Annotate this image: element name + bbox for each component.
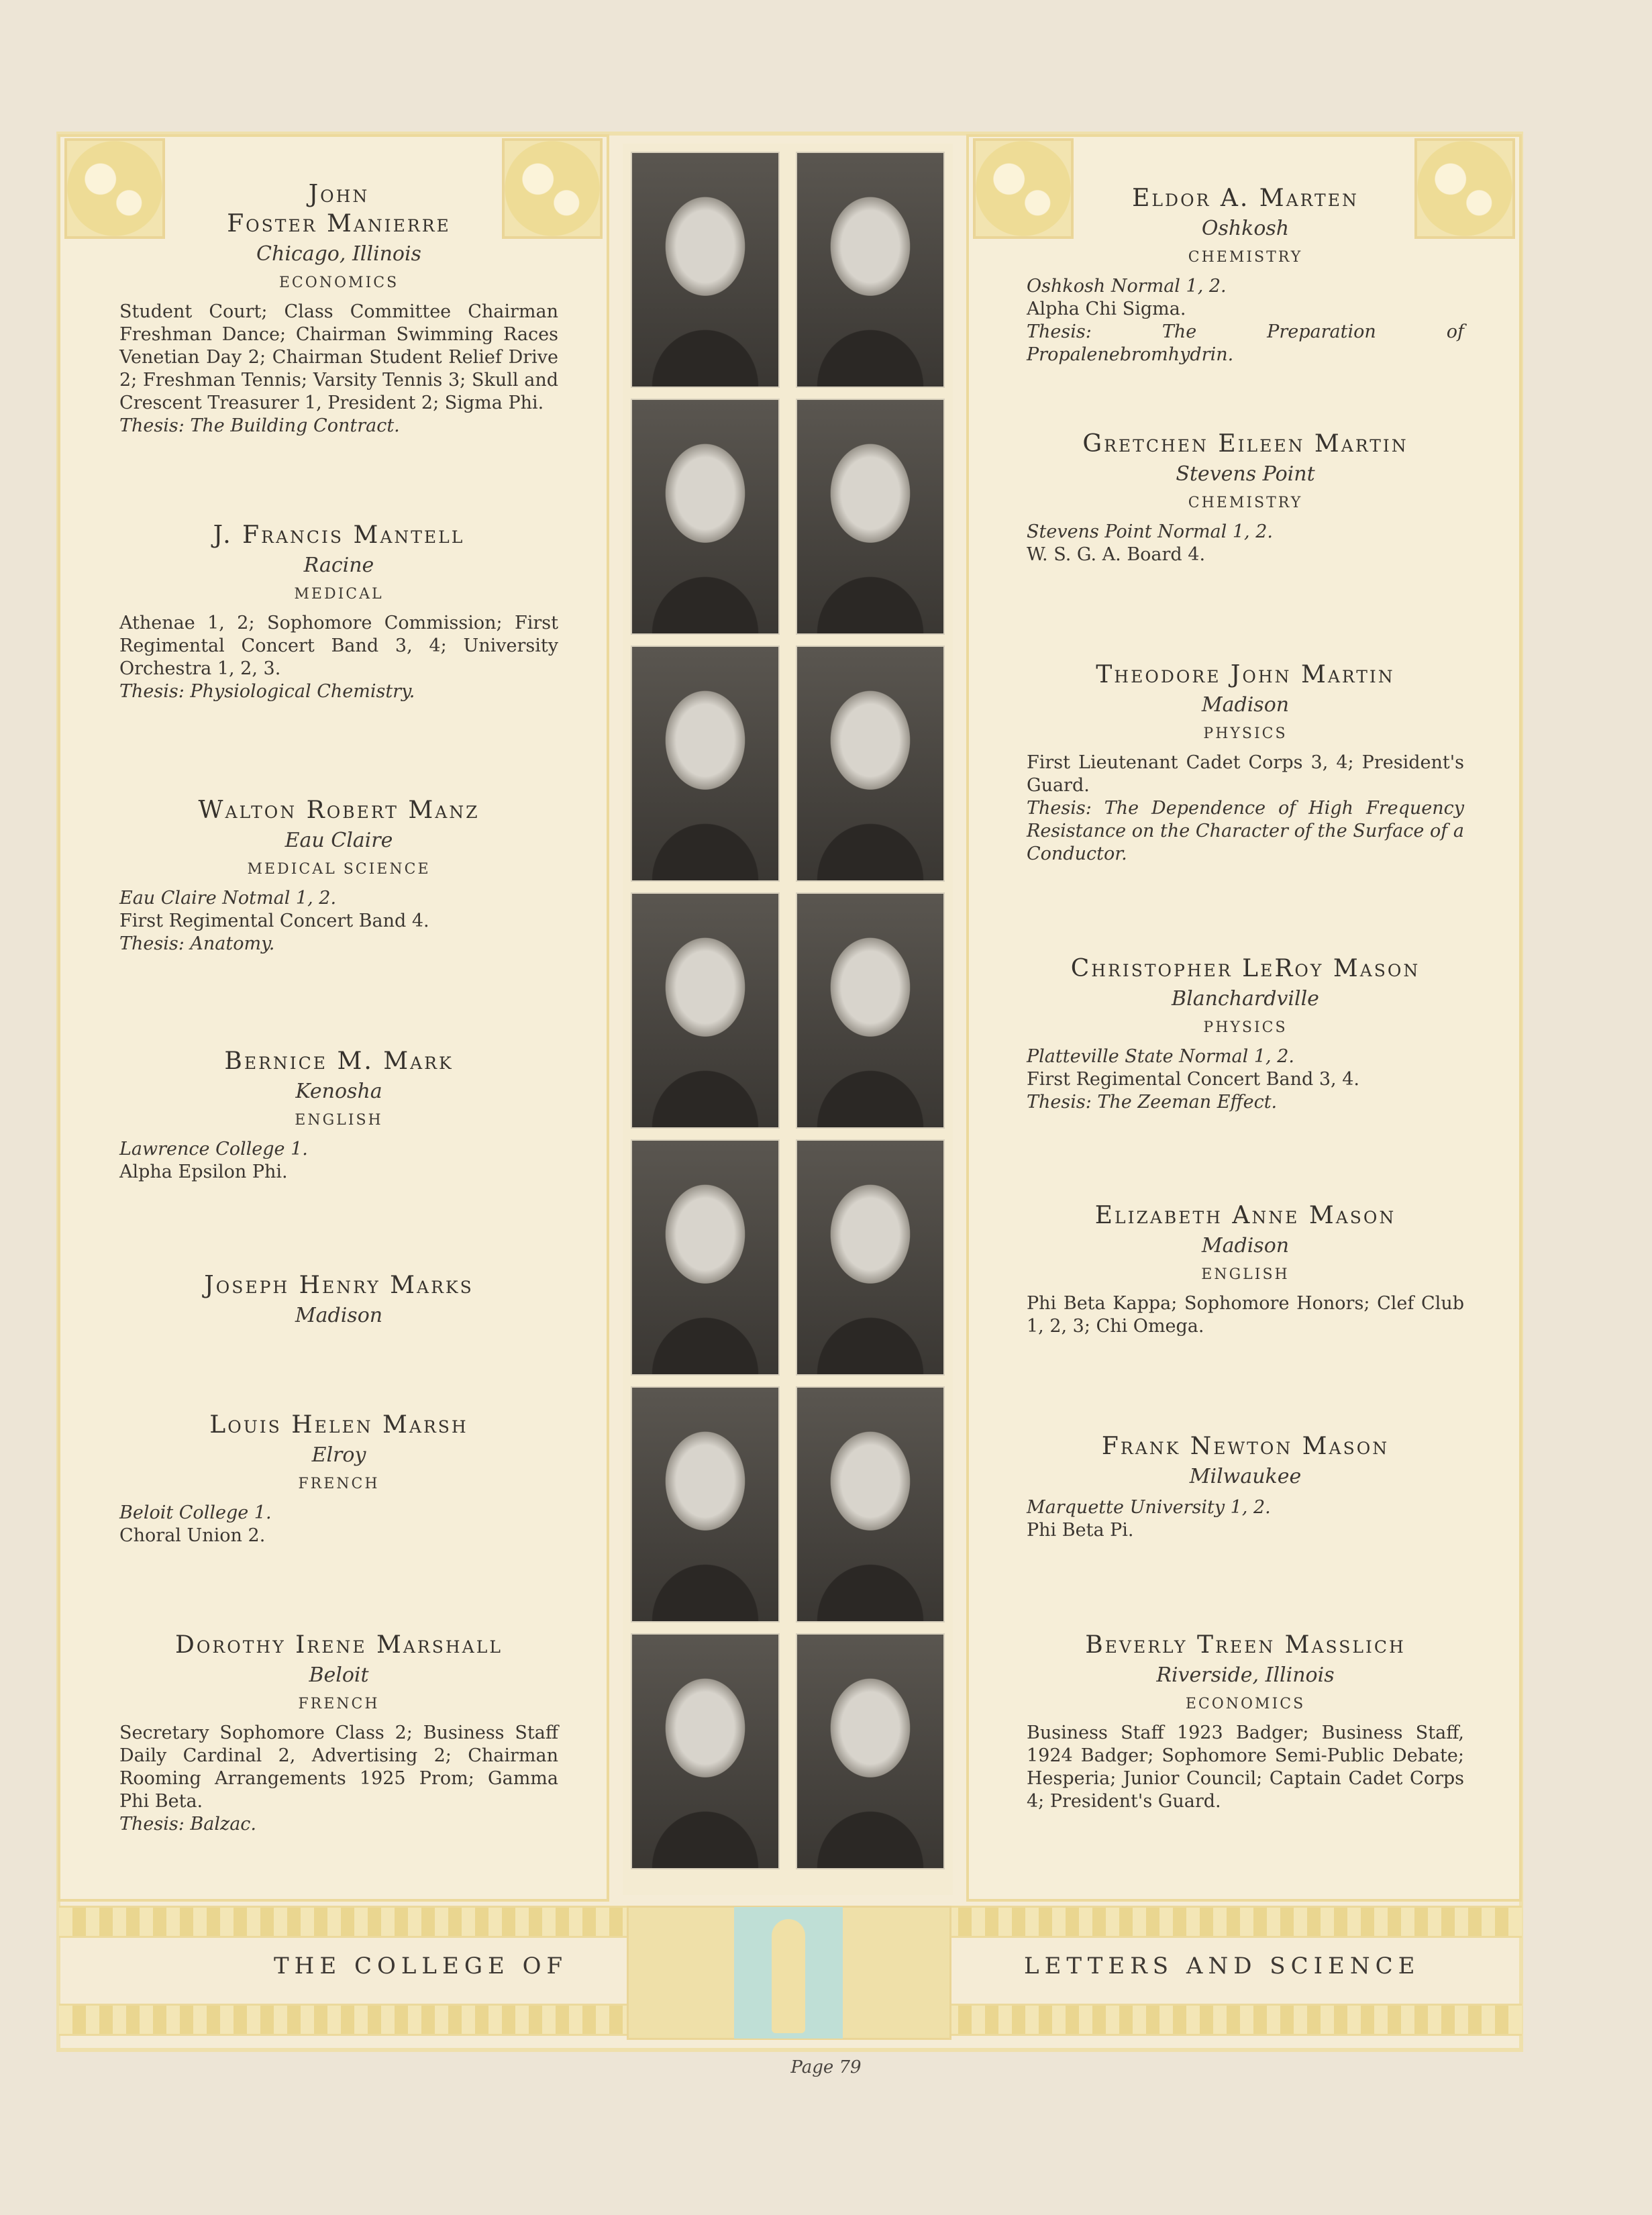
entry-name: Frank Newton Mason — [1101, 1433, 1390, 1460]
entry-name: Theodore John Martin — [1096, 661, 1395, 688]
entry-place: Madison — [1201, 1234, 1290, 1257]
entry-details: First Lieutenant Cadet Corps 3, 4; President's Guard. — [1027, 752, 1464, 796]
entry-name: Foster Manierre — [227, 210, 451, 238]
entry-thesis: Thesis: The Building Contract. — [119, 415, 400, 436]
entry-right-6 — [1027, 1432, 1464, 1542]
entry-dept: ENGLISH — [1201, 1266, 1290, 1283]
statue-figure-icon — [772, 1919, 805, 2033]
footer-left-text: THE COLLEGE OF — [274, 1953, 568, 1979]
entry-thesis: Thesis: The Dependence of High Frequency Resistance on the Character of the Surface of a Conductor. — [1027, 798, 1464, 864]
entry-thesis: Thesis: The Zeeman Effect. — [1027, 1092, 1278, 1113]
entry-right-7 — [1027, 1631, 1464, 1813]
entry-place: Riverside, Illinois — [1156, 1663, 1335, 1687]
entry-place: Eau Claire — [285, 829, 393, 852]
entry-prior-school: Oshkosh Normal 1, 2. — [1027, 276, 1227, 297]
portrait-photo — [631, 152, 780, 388]
footer-right-text: LETTERS AND SCIENCE — [1024, 1953, 1421, 1979]
entry-left-5 — [119, 1271, 558, 1331]
portrait-photo — [631, 1139, 780, 1376]
entry-details: Phi Beta Pi. — [1027, 1520, 1134, 1541]
portrait-photo — [631, 1633, 780, 1869]
portrait-photo — [796, 152, 945, 388]
portrait-photo — [796, 399, 945, 635]
entry-name: Dorothy Irene Marshall — [175, 1631, 503, 1659]
entry-place: Oshkosh — [1201, 217, 1290, 240]
entry-dept: CHEMISTRY — [1188, 249, 1303, 266]
entry-left-1 — [119, 180, 558, 437]
entry-dept: MEDICAL — [294, 586, 384, 603]
entry-prior-school: Platteville State Normal 1, 2. — [1027, 1046, 1294, 1067]
entry-dept: PHYSICS — [1203, 725, 1288, 742]
entry-name: Bernice M. Mark — [224, 1047, 454, 1075]
entry-dept: CHEMISTRY — [1188, 495, 1303, 511]
entry-place: Blanchardville — [1172, 987, 1319, 1011]
entry-right-2 — [1027, 429, 1464, 566]
entry-details: Secretary Sophomore Class 2; Business Staff Daily Cardinal 2, Advertising 2; Chairman Rooming Arrangements 1925 Prom; Gamma Phi Beta. — [119, 1722, 558, 1812]
entry-details: Phi Beta Kappa; Sophomore Honors; Clef Club 1, 2, 3; Chi Omega. — [1027, 1293, 1464, 1337]
entry-thesis: Thesis: Anatomy. — [119, 933, 275, 954]
portrait-photo — [796, 892, 945, 1129]
portrait-photo — [631, 892, 780, 1129]
entry-name: Walton Robert Manz — [198, 796, 480, 824]
entry-details: First Regimental Concert Band 3, 4. — [1027, 1069, 1359, 1090]
entry-right-5 — [1027, 1201, 1464, 1338]
entry-thesis: Thesis: Physiological Chemistry. — [119, 681, 415, 702]
entry-right-3 — [1027, 660, 1464, 866]
entry-name: Louis Helen Marsh — [209, 1411, 468, 1439]
portrait-photo — [796, 646, 945, 882]
entry-left-3 — [119, 796, 558, 956]
entry-prior-school: Eau Claire Notmal 1, 2. — [119, 888, 337, 909]
entry-details: Alpha Epsilon Phi. — [119, 1162, 288, 1182]
entry-place: Chicago, Illinois — [256, 242, 421, 266]
entry-dept: ENGLISH — [295, 1112, 383, 1129]
entry-name: Gretchen Eileen Martin — [1082, 430, 1408, 458]
portrait-photo — [631, 1386, 780, 1622]
entry-prior-school: Beloit College 1. — [119, 1502, 272, 1523]
entry-name: Eldor A. Marten — [1132, 185, 1359, 212]
entry-name: J. Francis Mantell — [213, 521, 465, 549]
entry-right-1 — [1027, 184, 1464, 366]
entry-dept: MEDICAL SCIENCE — [247, 861, 431, 878]
entry-prior-school: Lawrence College 1. — [119, 1139, 308, 1160]
entry-name: Joseph Henry Marks — [204, 1272, 474, 1299]
entry-name: Elizabeth Anne Mason — [1094, 1202, 1396, 1229]
entry-right-4 — [1027, 954, 1464, 1114]
entry-dept: FRENCH — [298, 1476, 380, 1492]
entry-dept: ECONOMICS — [278, 274, 399, 291]
entry-place: Racine — [303, 554, 374, 577]
portrait-photo — [631, 399, 780, 635]
portrait-column — [623, 144, 953, 1895]
entry-dept: PHYSICS — [1203, 1019, 1288, 1036]
entry-details: Alpha Chi Sigma. — [1027, 299, 1186, 319]
entry-details: First Regimental Concert Band 4. — [119, 911, 429, 931]
portrait-photo — [796, 1633, 945, 1869]
portrait-photo — [631, 646, 780, 882]
entry-place: Madison — [1201, 693, 1290, 717]
page-number: Page 79 — [790, 2057, 862, 2077]
portrait-photo — [796, 1386, 945, 1622]
entry-thesis: Thesis: The Preparation of Propalenebromhydrin. — [1027, 321, 1464, 365]
entry-place: Kenosha — [295, 1080, 382, 1103]
entry-place: Beloit — [309, 1663, 369, 1687]
entry-details: Student Court; Class Committee Chairman Freshman Dance; Chairman Swimming Races Venetian Day 2; Chairman Student Relief Drive 2; Freshman Tennis; Varsity Tennis 3; Skull and Crescent Treasurer 1, President 2; Sigma Phi. — [119, 301, 558, 413]
entry-thesis: Thesis: Balzac. — [119, 1814, 257, 1835]
entry-dept: FRENCH — [298, 1696, 380, 1712]
entry-details: W. S. G. A. Board 4. — [1027, 544, 1206, 565]
entry-details: Business Staff 1923 Badger; Business Staff, 1924 Badger; Sophomore Semi-Public Debate; Hesperia; Junior Council; Captain Cadet Corps 4; President's Guard. — [1027, 1722, 1464, 1812]
entry-dept: ECONOMICS — [1185, 1696, 1306, 1712]
entry-place: Elroy — [311, 1443, 366, 1467]
entry-prior-school: Marquette University 1, 2. — [1027, 1497, 1271, 1518]
entry-left-4 — [119, 1047, 558, 1184]
entry-left-7 — [119, 1631, 558, 1836]
entry-details: Choral Union 2. — [119, 1525, 266, 1546]
entry-name: John — [308, 181, 370, 208]
entry-place: Milwaukee — [1189, 1465, 1302, 1488]
entry-name: Christopher LeRoy Mason — [1070, 955, 1421, 982]
entry-prior-school: Stevens Point Normal 1, 2. — [1027, 521, 1273, 542]
entry-left-6 — [119, 1410, 558, 1547]
entry-place: Madison — [295, 1304, 383, 1327]
entry-left-2 — [119, 521, 558, 703]
entry-details: Athenae 1, 2; Sophomore Commission; First Regimental Concert Band 3, 4; University Orchestra 1, 2, 3. — [119, 613, 558, 679]
portrait-photo — [796, 1139, 945, 1376]
entry-name: Beverly Treen Masslich — [1085, 1631, 1406, 1659]
entry-place: Stevens Point — [1176, 462, 1315, 486]
